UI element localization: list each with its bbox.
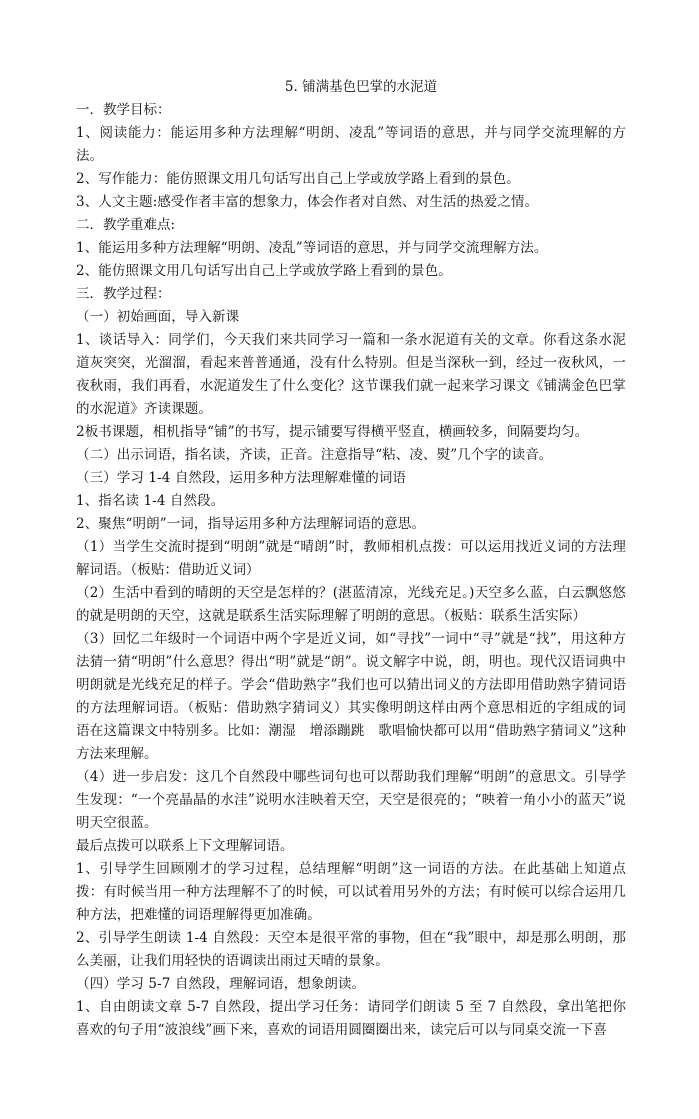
paragraph: 3、人文主题:感受作者丰富的想象力，体会作者对自然、对生活的热爱之情。: [76, 194, 539, 210]
subsection-heading: （一）初始画面，导入新课: [76, 309, 240, 325]
paragraph: （4）进一步启发：这几个自然段中哪些词句也可以帮助我们理解“明朗”的意思文。引导学生发现：“一个亮晶晶的水洼”说明水洼映着天空，天空是很亮的；“映着一角小小的蓝天”说明天空很蓝。: [76, 769, 626, 831]
document-title: 5. 铺满基色巴掌的水泥道: [284, 79, 438, 95]
section-heading-objectives: 一．教学目标：: [76, 102, 171, 118]
paragraph: 2、写作能力：能仿照课文用几句话写出自己上学或放学路上看到的景色。: [76, 171, 520, 187]
paragraph: 2、聚焦“明朗”一词，指导运用多种方法理解词语的意思。: [76, 516, 426, 532]
subsection-heading: （二）出示词语，指名读，齐读，正音。注意指导“粘、凌、熨”几个字的读音。: [76, 447, 553, 463]
paragraph: 1、指名读 1-4 自然段。: [76, 493, 225, 509]
paragraph: （1）当学生交流时提到“明朗”就是“晴朗”时，教师相机点拨：可以运用找近义词的方法理解词语。（板贴：借助近义词）: [76, 539, 626, 578]
subsection-heading: （三）学习 1-4 自然段，运用多种方法理解难懂的词语: [76, 470, 407, 486]
subsection-heading: （四）学习 5-7 自然段，理解词语，想象朗读。: [76, 976, 366, 992]
section-heading-key-points: 二．教学重难点:: [76, 217, 176, 233]
paragraph: 2、能仿照课文用几句话写出自己上学或放学路上看到的景色。: [76, 263, 452, 279]
section-heading-process: 三．教学过程：: [76, 286, 171, 302]
paragraph: 1、阅读能力：能运用多种方法理解“明朗、凌乱”等词语的意思，并与同学交流理解的方法。: [76, 125, 626, 164]
paragraph: 1、自由朗读文章 5-7 自然段，提出学习任务：请同学们朗读 5 至 7 自然段，拿出笔把你喜欢的句子用“波浪线”画下来，喜欢的词语用圆圈圈出来，读完后可以与同桌交流一下喜: [76, 999, 626, 1038]
paragraph: 2、引导学生朗读 1-4 自然段：天空本是很平常的事物，但在“我”眼中，却是那么明朗，那么美丽，让我们用轻快的语调读出雨过天晴的景象。: [76, 930, 626, 969]
paragraph: 1、引导学生回顾刚才的学习过程，总结理解“明朗”这一词语的方法。在此基础上知道点拨：有时候当用一种方法理解不了的时候，可以试着用另外的方法；有时候可以综合运用几种方法，把难懂的词语理解得更加准确。: [76, 861, 626, 923]
paragraph: 2板书课题，相机指导“铺”的书写，提示铺要写得横平竖直，横画较多，间隔要均匀。: [76, 424, 589, 440]
paragraph: 最后点拨可以联系上下文理解词语。: [76, 838, 294, 854]
paragraph: （2）生活中看到的晴朗的天空是怎样的？(湛蓝清凉，光线充足。)天空多么蓝，白云飘悠悠的就是明朗的天空，这就是联系生活实际理解了明朗的意思。（板贴：联系生活实际）: [76, 585, 626, 624]
paragraph: 1、能运用多种方法理解“明朗、凌乱”等词语的意思，并与同学交流理解方法。: [76, 240, 548, 256]
paragraph: 1、谈话导入：同学们，今天我们来共同学习一篇和一条水泥道有关的文章。你看这条水泥道灰突突，光溜溜，看起来普普通通，没有什么特别。但是当深秋一到，经过一夜秋风，一夜秋雨，我们再看，水泥道发生了什么变化？这节课我们就一起来学习课文《铺满金色巴掌的水泥道》齐读课题。: [76, 332, 626, 417]
paragraph: （3）回忆二年级时一个词语中两个字是近义词，如“寻找”一词中“寻”就是“找”，用这种方法猜一猜“明朗”什么意思？得出“明”就是“朗”。说文解字中说，朗，明也。现代汉语词典中明朗就是光线充足的样子。学会“借助熟字”我们也可以猜出词义的方法即用借助熟字猜词语的方法理解词语。（板贴：借助熟字猜词义）其实像明朗这样由两个意思相近的字组成的词语在这篇课文中特别多。比如：潮湿 增添蹦跳 歌唱愉快都可以用“借助熟字猜词义”这种方法来理解。: [76, 631, 626, 762]
document-body: [76, 76, 626, 1042]
